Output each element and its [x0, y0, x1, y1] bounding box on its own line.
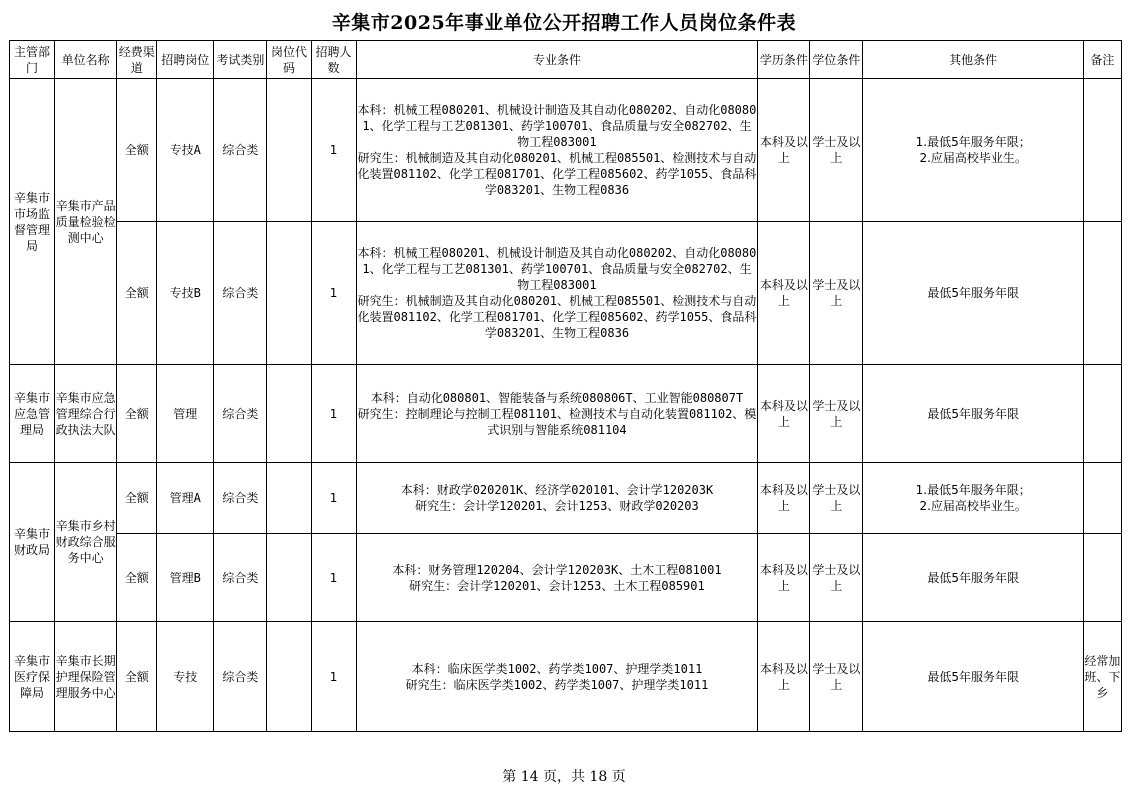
- edu-cell: 本科及以上: [758, 365, 810, 463]
- fund-cell: 全额: [117, 622, 157, 732]
- fund-cell: 全额: [117, 534, 157, 622]
- degree-cell: 学士及以上: [810, 534, 863, 622]
- dept-cell: 辛集市市场监督管理局: [10, 79, 55, 365]
- exam-cell: 综合类: [214, 622, 267, 732]
- edu-cell: 本科及以上: [758, 79, 810, 222]
- edu-cell: 本科及以上: [758, 463, 810, 534]
- header-exam: 考试类别: [214, 41, 267, 79]
- num-cell: 1: [311, 222, 356, 365]
- major-cell: 本科：机械工程080201、机械设计制造及其自动化080202、自动化080801、化学工程与工艺081301、药学100701、食品质量与安全082702、生物工程083001 研究生：机械制造及其自动化080201、机械工程085501、检测技术与自动化装置081102、化学工程081701、化学工程085602、药学1055、食品科学083201、生物工程0836: [356, 79, 758, 222]
- degree-cell: 学士及以上: [810, 79, 863, 222]
- table-row: [10, 463, 1122, 534]
- header-code: 岗位代码: [267, 41, 311, 79]
- header-num: 招聘人数: [311, 41, 356, 79]
- fund-cell: 全额: [117, 79, 157, 222]
- num-cell: 1: [311, 463, 356, 534]
- degree-cell: 学士及以上: [810, 622, 863, 732]
- code-cell: [267, 222, 311, 365]
- num-cell: 1: [311, 365, 356, 463]
- dept-cell: 辛集市应急管理局: [10, 365, 55, 463]
- note-cell: [1083, 222, 1121, 365]
- post-cell: 专技: [157, 622, 214, 732]
- page-title: 辛集市2025年事业单位公开招聘工作人员岗位条件表: [331, 12, 797, 34]
- edu-cell: 本科及以上: [758, 534, 810, 622]
- exam-cell: 综合类: [214, 365, 267, 463]
- dept-cell: 辛集市财政局: [10, 463, 55, 622]
- header-note: 备注: [1083, 41, 1121, 79]
- num-cell: 1: [311, 79, 356, 222]
- edu-cell: 本科及以上: [758, 222, 810, 365]
- note-cell: [1083, 463, 1121, 534]
- header-other: 其他条件: [863, 41, 1083, 79]
- table-row: [10, 534, 1122, 622]
- post-cell: 管理A: [157, 463, 214, 534]
- major-cell: 本科：财政学020201K、经济学020101、会计学120203K 研究生：会计学120201、会计1253、财政学020203: [356, 463, 758, 534]
- exam-cell: 综合类: [214, 222, 267, 365]
- code-cell: [267, 79, 311, 222]
- other-cell: 1.最低5年服务年限； 2.应届高校毕业生。: [863, 463, 1083, 534]
- exam-cell: 综合类: [214, 79, 267, 222]
- major-cell: 本科：自动化080801、智能装备与系统080806T、工业智能080807T 研究生：控制理论与控制工程081101、检测技术与自动化装置081102、模式识别与智能系统081104: [356, 365, 758, 463]
- fund-cell: 全额: [117, 365, 157, 463]
- code-cell: [267, 365, 311, 463]
- num-cell: 1: [311, 534, 356, 622]
- exam-cell: 综合类: [214, 534, 267, 622]
- code-cell: [267, 622, 311, 732]
- table-row: [10, 622, 1122, 732]
- header-unit: 单位名称: [55, 41, 117, 79]
- major-cell: 本科：临床医学类1002、药学类1007、护理学类1011 研究生：临床医学类1002、药学类1007、护理学类1011: [356, 622, 758, 732]
- unit-cell: 辛集市长期护理保险管理服务中心: [55, 622, 117, 732]
- other-cell: 最低5年服务年限: [863, 222, 1083, 365]
- post-cell: 管理: [157, 365, 214, 463]
- header-dept: 主管部门: [10, 41, 55, 79]
- num-cell: 1: [311, 622, 356, 732]
- other-cell: 最低5年服务年限: [863, 622, 1083, 732]
- page-footer: 第 14 页，共 18 页: [502, 769, 626, 785]
- fund-cell: 全额: [117, 463, 157, 534]
- major-cell: 本科：机械工程080201、机械设计制造及其自动化080202、自动化080801、化学工程与工艺081301、药学100701、食品质量与安全082702、生物工程083001 研究生：机械制造及其自动化080201、机械工程085501、检测技术与自动化装置081102、化学工程081701、化学工程085602、药学1055、食品科学083201、生物工程0836: [356, 222, 758, 365]
- degree-cell: 学士及以上: [810, 222, 863, 365]
- header-fund: 经费渠道: [117, 41, 157, 79]
- position-conditions-table: [9, 40, 1122, 732]
- code-cell: [267, 534, 311, 622]
- note-cell: [1083, 365, 1121, 463]
- unit-cell: 辛集市乡村财政综合服务中心: [55, 463, 117, 622]
- exam-cell: 综合类: [214, 463, 267, 534]
- table-header-row: [10, 41, 1122, 79]
- table-row: [10, 222, 1122, 365]
- table-row: [10, 79, 1122, 222]
- edu-cell: 本科及以上: [758, 622, 810, 732]
- fund-cell: 全额: [117, 222, 157, 365]
- other-cell: 1.最低5年服务年限； 2.应届高校毕业生。: [863, 79, 1083, 222]
- post-cell: 专技B: [157, 222, 214, 365]
- post-cell: 专技A: [157, 79, 214, 222]
- header-edu: 学历条件: [758, 41, 810, 79]
- degree-cell: 学士及以上: [810, 463, 863, 534]
- note-cell: [1083, 534, 1121, 622]
- code-cell: [267, 463, 311, 534]
- note-cell: 经常加班、下乡: [1083, 622, 1121, 732]
- unit-cell: 辛集市产品质量检验检测中心: [55, 79, 117, 365]
- post-cell: 管理B: [157, 534, 214, 622]
- header-major: 专业条件: [356, 41, 758, 79]
- table-row: [10, 365, 1122, 463]
- unit-cell: 辛集市应急管理综合行政执法大队: [55, 365, 117, 463]
- degree-cell: 学士及以上: [810, 365, 863, 463]
- dept-cell: 辛集市医疗保障局: [10, 622, 55, 732]
- other-cell: 最低5年服务年限: [863, 534, 1083, 622]
- header-degree: 学位条件: [810, 41, 863, 79]
- header-post: 招聘岗位: [157, 41, 214, 79]
- note-cell: [1083, 79, 1121, 222]
- other-cell: 最低5年服务年限: [863, 365, 1083, 463]
- major-cell: 本科：财务管理120204、会计学120203K、土木工程081001 研究生：会计学120201、会计1253、土木工程085901: [356, 534, 758, 622]
